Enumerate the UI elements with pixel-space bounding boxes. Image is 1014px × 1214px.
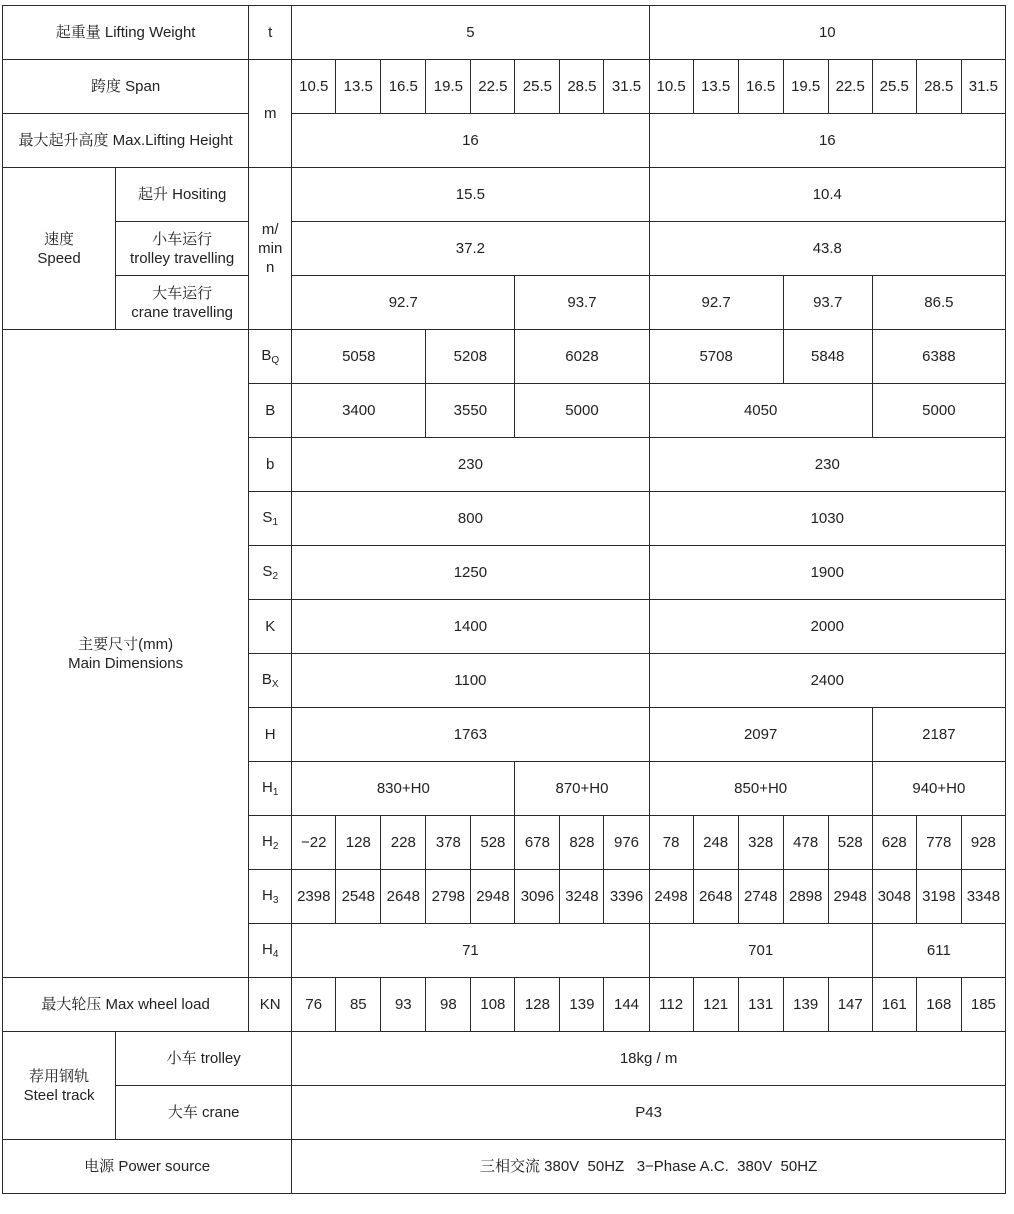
cell-bq: 5058	[292, 330, 426, 384]
cell-h4: 71	[292, 924, 649, 978]
cell-lifting-weight-10: 10	[649, 6, 1005, 60]
label-max-lifting-height: 最大起升高度 Max.Lifting Height	[3, 114, 249, 168]
cell-track-crane: P43	[292, 1086, 1006, 1140]
cell-h2: −22	[292, 816, 336, 870]
cell-bq: 6028	[515, 330, 649, 384]
label-track-crane: 大车 crane	[116, 1086, 292, 1140]
cell-h3: 3348	[961, 870, 1005, 924]
cell-span: 16.5	[738, 60, 783, 114]
cell-bq: 5848	[783, 330, 872, 384]
cell-wheel-load: 161	[872, 978, 916, 1032]
cell-wheel-load: 121	[693, 978, 738, 1032]
cell-max-lifting-height-5t: 16	[292, 114, 649, 168]
cell-wheel-load: 185	[961, 978, 1005, 1032]
label-speed-group	[3, 168, 116, 330]
cell-h3: 2948	[471, 870, 515, 924]
cell-lifting-weight-5: 5	[292, 6, 649, 60]
label-lifting-weight: 起重量 Lifting Weight	[3, 6, 249, 60]
cell-b-upper: 4050	[649, 384, 872, 438]
cell-span: 10.5	[649, 60, 693, 114]
cell-span: 13.5	[336, 60, 381, 114]
cell-s2: 1900	[649, 546, 1005, 600]
cell-wheel-load: 112	[649, 978, 693, 1032]
cell-b-upper: 5000	[515, 384, 649, 438]
cell-h3: 2948	[828, 870, 872, 924]
unit-kn: KN	[249, 978, 292, 1032]
cell-h3: 3096	[515, 870, 560, 924]
cell-h: 2187	[872, 708, 1005, 762]
cell-crane-speed: 92.7	[292, 276, 515, 330]
cell-s2: 1250	[292, 546, 649, 600]
label-hoisting: 起升 Hositing	[116, 168, 249, 222]
row-lifting-weight	[3, 6, 1006, 60]
cell-s1: 800	[292, 492, 649, 546]
cell-span: 22.5	[828, 60, 872, 114]
cell-b-lower: 230	[292, 438, 649, 492]
cell-h2: 128	[336, 816, 381, 870]
label-main-dimensions: 主要尺寸(mm) Main Dimensions	[3, 330, 249, 978]
cell-wheel-load: 108	[471, 978, 515, 1032]
cell-max-lifting-height-10t: 16	[649, 114, 1005, 168]
cell-span: 22.5	[471, 60, 515, 114]
cell-s1: 1030	[649, 492, 1005, 546]
cell-crane-speed: 93.7	[515, 276, 649, 330]
cell-h2: 228	[381, 816, 426, 870]
cell-h3: 3198	[916, 870, 961, 924]
cell-h2: 328	[738, 816, 783, 870]
cell-h3: 2648	[693, 870, 738, 924]
cell-crane-speed: 93.7	[783, 276, 872, 330]
label-max-wheel-load: 最大轮压 Max wheel load	[3, 978, 249, 1032]
cell-h2: 478	[783, 816, 828, 870]
cell-h3: 2798	[426, 870, 471, 924]
cell-h2: 778	[916, 816, 961, 870]
row-speed-trolley	[3, 222, 1006, 276]
cell-h2: 528	[828, 816, 872, 870]
cell-wheel-load: 147	[828, 978, 872, 1032]
cell-span: 31.5	[961, 60, 1005, 114]
cell-span: 19.5	[783, 60, 828, 114]
symbol-h1: $H_1$	[249, 762, 292, 816]
cell-hoisting-10t: 10.4	[649, 168, 1005, 222]
cell-wheel-load: 76	[292, 978, 336, 1032]
row-speed-crane	[3, 276, 1006, 330]
speed-group-en: Speed	[37, 249, 81, 267]
row-max-lifting-height	[3, 114, 1006, 168]
cell-h2: 378	[426, 816, 471, 870]
cell-k: 1400	[292, 600, 649, 654]
symbol-bx: $B_X$	[249, 654, 292, 708]
cell-h3: 3396	[604, 870, 649, 924]
symbol-b-upper: B	[249, 384, 292, 438]
symbol-b-lower: b	[249, 438, 292, 492]
cell-wheel-load: 93	[381, 978, 426, 1032]
label-power-source: 电源 Power source	[3, 1140, 292, 1194]
cell-hoisting-5t: 15.5	[292, 168, 649, 222]
cell-wheel-load: 168	[916, 978, 961, 1032]
cell-h2: 678	[515, 816, 560, 870]
cell-b-upper: 3400	[292, 384, 426, 438]
cell-h1: 870+H0	[515, 762, 649, 816]
cell-power-source: 三相交流 380V 50HZ 3−Phase A.C. 380V 50HZ	[292, 1140, 1006, 1194]
cell-h3: 3048	[872, 870, 916, 924]
cell-b-upper: 3550	[426, 384, 515, 438]
cell-h3: 2498	[649, 870, 693, 924]
cell-bq: 5208	[426, 330, 515, 384]
cell-span: 25.5	[872, 60, 916, 114]
cell-b-upper: 5000	[872, 384, 1005, 438]
cell-h3: 2548	[336, 870, 381, 924]
cell-span: 16.5	[381, 60, 426, 114]
cell-h1: 830+H0	[292, 762, 515, 816]
label-crane-travelling: 大车运行 crane travelling	[116, 276, 249, 330]
speed-group-cn: 速度	[44, 230, 75, 248]
symbol-k: K	[249, 600, 292, 654]
cell-h1: 940+H0	[872, 762, 1005, 816]
label-trolley-travelling: 小车运行 trolley travelling	[116, 222, 249, 276]
label-span: 跨度 Span	[3, 60, 249, 114]
row-speed-hoisting	[3, 168, 1006, 222]
cell-span: 25.5	[515, 60, 560, 114]
cell-wheel-load: 98	[426, 978, 471, 1032]
cell-span: 31.5	[604, 60, 649, 114]
cell-h2: 248	[693, 816, 738, 870]
cell-wheel-load: 128	[515, 978, 560, 1032]
label-steel-track: 荐用钢轨 Steel track	[3, 1032, 116, 1140]
cell-bx: 2400	[649, 654, 1005, 708]
cell-h2: 928	[961, 816, 1005, 870]
cell-wheel-load: 139	[783, 978, 828, 1032]
cell-h3: 2898	[783, 870, 828, 924]
cell-span: 28.5	[560, 60, 604, 114]
row-max-wheel-load	[3, 978, 1006, 1032]
symbol-h3: $H_3$	[249, 870, 292, 924]
cell-bq: 6388	[872, 330, 1005, 384]
cell-bq: 5708	[649, 330, 783, 384]
cell-trolley-5t: 37.2	[292, 222, 649, 276]
cell-span: 10.5	[292, 60, 336, 114]
cell-k: 2000	[649, 600, 1005, 654]
row-span	[3, 60, 1006, 114]
unit-m-min: m/ min n	[249, 168, 292, 330]
cell-span: 13.5	[693, 60, 738, 114]
symbol-s2: $S_2$	[249, 546, 292, 600]
row-steel-track-crane	[3, 1086, 1006, 1140]
symbol-h2: $H_2$	[249, 816, 292, 870]
cell-crane-speed: 86.5	[872, 276, 1005, 330]
cell-wheel-load: 131	[738, 978, 783, 1032]
symbol-bq: $B_Q$	[249, 330, 292, 384]
cell-h: 1763	[292, 708, 649, 762]
cell-h2: 828	[560, 816, 604, 870]
cell-h3: 2748	[738, 870, 783, 924]
cell-h2: 528	[471, 816, 515, 870]
crane-spec-table	[2, 5, 1006, 1194]
cell-h4: 701	[649, 924, 872, 978]
cell-h2: 628	[872, 816, 916, 870]
unit-t: t	[249, 6, 292, 60]
symbol-h4: $H_4$	[249, 924, 292, 978]
cell-b-lower: 230	[649, 438, 1005, 492]
symbol-s1: $S_1$	[249, 492, 292, 546]
cell-track-trolley: 18kg / m	[292, 1032, 1006, 1086]
cell-span: 19.5	[426, 60, 471, 114]
cell-wheel-load: 139	[560, 978, 604, 1032]
cell-h3: 2398	[292, 870, 336, 924]
cell-bx: 1100	[292, 654, 649, 708]
cell-h3: 3248	[560, 870, 604, 924]
unit-m: m	[249, 60, 292, 168]
label-track-trolley: 小车 trolley	[116, 1032, 292, 1086]
row-steel-track-trolley	[3, 1032, 1006, 1086]
cell-crane-speed: 92.7	[649, 276, 783, 330]
cell-span: 28.5	[916, 60, 961, 114]
cell-h1: 850+H0	[649, 762, 872, 816]
symbol-h: H	[249, 708, 292, 762]
row-power-source	[3, 1140, 1006, 1194]
cell-h: 2097	[649, 708, 872, 762]
cell-h4: 611	[872, 924, 1005, 978]
cell-wheel-load: 85	[336, 978, 381, 1032]
cell-trolley-10t: 43.8	[649, 222, 1005, 276]
cell-wheel-load: 144	[604, 978, 649, 1032]
row-dim-bq	[3, 330, 1006, 384]
cell-h2: 78	[649, 816, 693, 870]
cell-h2: 976	[604, 816, 649, 870]
cell-h3: 2648	[381, 870, 426, 924]
